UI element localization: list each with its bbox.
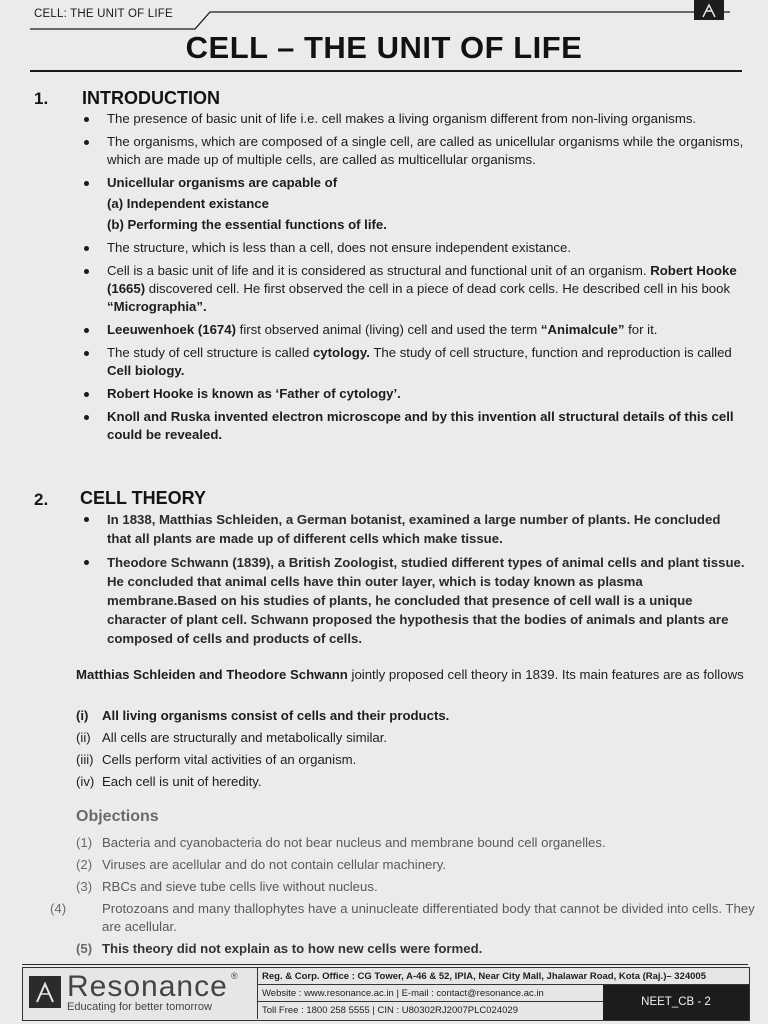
- list-item: Theodore Schwann (1839), a British Zoologist, studied different types of animal cells and plant tissue. He concluded that animal cells have thin outer layer, which is today known as plasma membrane.Based on his studies of plants, he concluded that presence of cell wall is a unique character of plant cell. Schwann proposed the hypothesis that the bodies of animals and plants are composed of cells and products of cells.: [80, 553, 748, 648]
- title-rule: [30, 70, 742, 72]
- footer-rule: [22, 964, 748, 965]
- office-address: Reg. & Corp. Office : CG Tower, A-46 & 52, IPIA, Near City Mall, Jhalawar Road, Kota (Raj.)– 324005: [257, 968, 749, 985]
- introduction-bullets: [80, 110, 748, 444]
- page-code-badge: NEET_CB - 2: [603, 985, 749, 1020]
- brand-tagline: Educating for better tomorrow: [67, 1001, 212, 1013]
- feature-item: (iv) Each cell is unit of heredity.: [76, 774, 262, 789]
- objection-item: (5) This theory did not explain as to how new cells were formed.: [76, 941, 483, 956]
- objection-item: (4) Protozoans and many thallophytes have a uninucleate differentiated body that cannot be divided into cells. They are acellular.: [50, 901, 755, 934]
- sub-item: (a) Independent existance: [107, 196, 269, 211]
- objections-heading: Objections: [76, 808, 159, 825]
- running-header: CELL: THE UNIT OF LIFE: [34, 8, 173, 20]
- section-number: 1.: [34, 89, 49, 108]
- objection-item: (1) Bacteria and cyanobacteria do not bear nucleus and membrane bound cell organelles.: [76, 835, 606, 850]
- list-item: The study of cell structure is called cytology. The study of cell structure, function and reproduction is called Cell biology.: [80, 344, 748, 380]
- list-item: Leeuwenhoek (1674) first observed animal (living) cell and used the term “Animalcule” for it.: [80, 321, 748, 339]
- brand-name: Resonance: [67, 970, 228, 1003]
- list-item: In 1838, Matthias Schleiden, a German botanist, examined a large number of plants. He concluded that all plants are made up of different cells which make tissue.: [80, 510, 748, 548]
- section-number: 2.: [34, 490, 49, 509]
- brand-block: [23, 968, 255, 1020]
- list-item: The structure, which is less than a cell, does not ensure independent existance.: [80, 239, 748, 257]
- feature-item: (iii) Cells perform vital activities of an organism.: [76, 752, 357, 767]
- feature-item: (i) All living organisms consist of cells and their products.: [76, 708, 450, 723]
- cell-theory-bullets: [80, 510, 748, 648]
- feature-item: (ii) All cells are structurally and metabolically similar.: [76, 730, 388, 745]
- section-title-cell-theory: CELL THEORY: [80, 488, 207, 508]
- objection-item: (2) Viruses are acellular and do not contain cellular machinery.: [76, 857, 447, 872]
- list-item: The organisms, which are composed of a single cell, are called as unicellular organisms while the organisms, which are made up of multiple cells, are called as multicellular organisms.: [80, 133, 748, 169]
- sub-item: (b) Performing the essential functions of life.: [107, 217, 387, 232]
- toll-free: Toll Free : 1800 258 5555 | CIN : U80302RJ2007PLC024029: [257, 1002, 749, 1019]
- list-item: Unicellular organisms are capable of: [80, 174, 748, 192]
- page-title: CELL – THE UNIT OF LIFE: [185, 30, 583, 65]
- list-item: The presence of basic unit of life i.e. cell makes a living organism different from non-living organisms.: [80, 110, 748, 128]
- section-title-introduction: INTRODUCTION: [82, 88, 220, 108]
- objection-item: (3) RBCs and sieve tube cells live without nucleus.: [76, 879, 378, 894]
- list-item: Cell is a basic unit of life and it is considered as structural and functional unit of an organism. Robert Hooke (1665) discovered cell. He first observed the cell in a piece of dead cork cells. He described cell in his book “Micrographia”.: [80, 262, 748, 316]
- website-email[interactable]: Website : www.resonance.ac.in | E-mail : contact@resonance.ac.in: [257, 985, 749, 1002]
- resonance-logo-icon: [29, 976, 61, 1008]
- cell-theory-intro-paragraph: Matthias Schleiden and Theodore Schwann jointly proposed cell theory in 1839. Its main features are as follows: [76, 667, 744, 682]
- footer: [22, 967, 750, 1021]
- header-rule: [30, 10, 730, 30]
- registered-mark: ®: [231, 971, 238, 981]
- list-item: Robert Hooke is known as ‘Father of cytology’.: [80, 385, 748, 403]
- list-item: Knoll and Ruska invented electron microscope and by this invention all structural details of this cell could be revealed.: [80, 408, 748, 444]
- footer-contact: [257, 968, 749, 1020]
- corner-logo-icon: [694, 0, 724, 20]
